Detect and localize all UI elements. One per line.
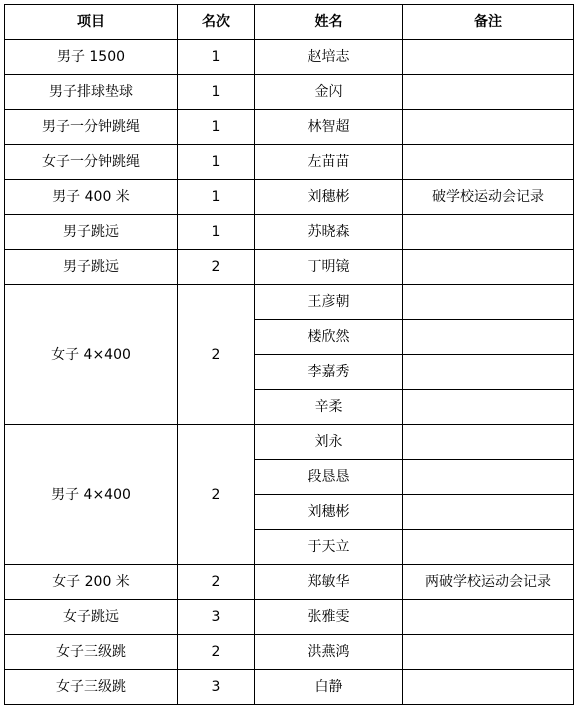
event-cell: 男子排球垫球 [5,75,178,110]
header-row [5,5,574,40]
name-cell: 于天立 [255,530,403,565]
event-cell: 女子三级跳 [5,670,178,705]
name-cell: 洪燕鸿 [255,635,403,670]
name-cell: 王彦朝 [255,285,403,320]
rank-cell: 1 [178,110,255,145]
header-note: 备注 [403,5,574,40]
name-cell: 赵培志 [255,40,403,75]
event-cell: 男子一分钟跳绳 [5,110,178,145]
event-cell: 男子 1500 [5,40,178,75]
note-cell [403,390,574,425]
note-cell [403,355,574,390]
rank-cell: 2 [178,285,255,425]
event-cell: 女子三级跳 [5,635,178,670]
event-cell: 女子 200 米 [5,565,178,600]
event-cell: 男子 400 米 [5,180,178,215]
name-cell: 段恳恳 [255,460,403,495]
name-cell: 苏晓森 [255,215,403,250]
table-row [5,425,574,460]
note-cell [403,495,574,530]
table-row [5,250,574,285]
event-cell: 女子跳远 [5,600,178,635]
note-cell [403,600,574,635]
name-cell: 刘穗彬 [255,180,403,215]
note-cell [403,530,574,565]
header-name: 姓名 [255,5,403,40]
table-row [5,215,574,250]
rank-cell: 1 [178,215,255,250]
note-cell [403,635,574,670]
table-row [5,40,574,75]
rank-cell: 2 [178,250,255,285]
name-cell: 白静 [255,670,403,705]
table-body [5,40,574,705]
table-row [5,180,574,215]
results-table [4,4,574,705]
name-cell: 丁明镜 [255,250,403,285]
table-row [5,285,574,320]
rank-cell: 1 [178,75,255,110]
note-cell: 破学校运动会记录 [403,180,574,215]
event-cell: 男子跳远 [5,250,178,285]
event-cell: 女子一分钟跳绳 [5,145,178,180]
note-cell [403,460,574,495]
rank-cell: 1 [178,145,255,180]
note-cell [403,110,574,145]
note-cell [403,40,574,75]
note-cell [403,215,574,250]
name-cell: 楼欣然 [255,320,403,355]
note-cell [403,145,574,180]
rank-cell: 2 [178,565,255,600]
event-cell: 男子 4×400 [5,425,178,565]
table-row [5,635,574,670]
note-cell [403,75,574,110]
table-row [5,145,574,180]
rank-cell: 2 [178,635,255,670]
name-cell: 李嘉秀 [255,355,403,390]
note-cell [403,425,574,460]
name-cell: 辛柔 [255,390,403,425]
event-cell: 女子 4×400 [5,285,178,425]
name-cell: 林智超 [255,110,403,145]
table-row [5,75,574,110]
note-cell: 两破学校运动会记录 [403,565,574,600]
table-row [5,110,574,145]
rank-cell: 1 [178,180,255,215]
rank-cell: 3 [178,670,255,705]
name-cell: 郑敏华 [255,565,403,600]
note-cell [403,250,574,285]
rank-cell: 2 [178,425,255,565]
table-row [5,565,574,600]
name-cell: 左苗苗 [255,145,403,180]
name-cell: 张雅雯 [255,600,403,635]
rank-cell: 1 [178,40,255,75]
name-cell: 刘穗彬 [255,495,403,530]
header-event: 项目 [5,5,178,40]
header-rank: 名次 [178,5,255,40]
rank-cell: 3 [178,600,255,635]
note-cell [403,670,574,705]
table-row [5,600,574,635]
name-cell: 金闪 [255,75,403,110]
note-cell [403,320,574,355]
name-cell: 刘永 [255,425,403,460]
table-row [5,670,574,705]
note-cell [403,285,574,320]
event-cell: 男子跳远 [5,215,178,250]
